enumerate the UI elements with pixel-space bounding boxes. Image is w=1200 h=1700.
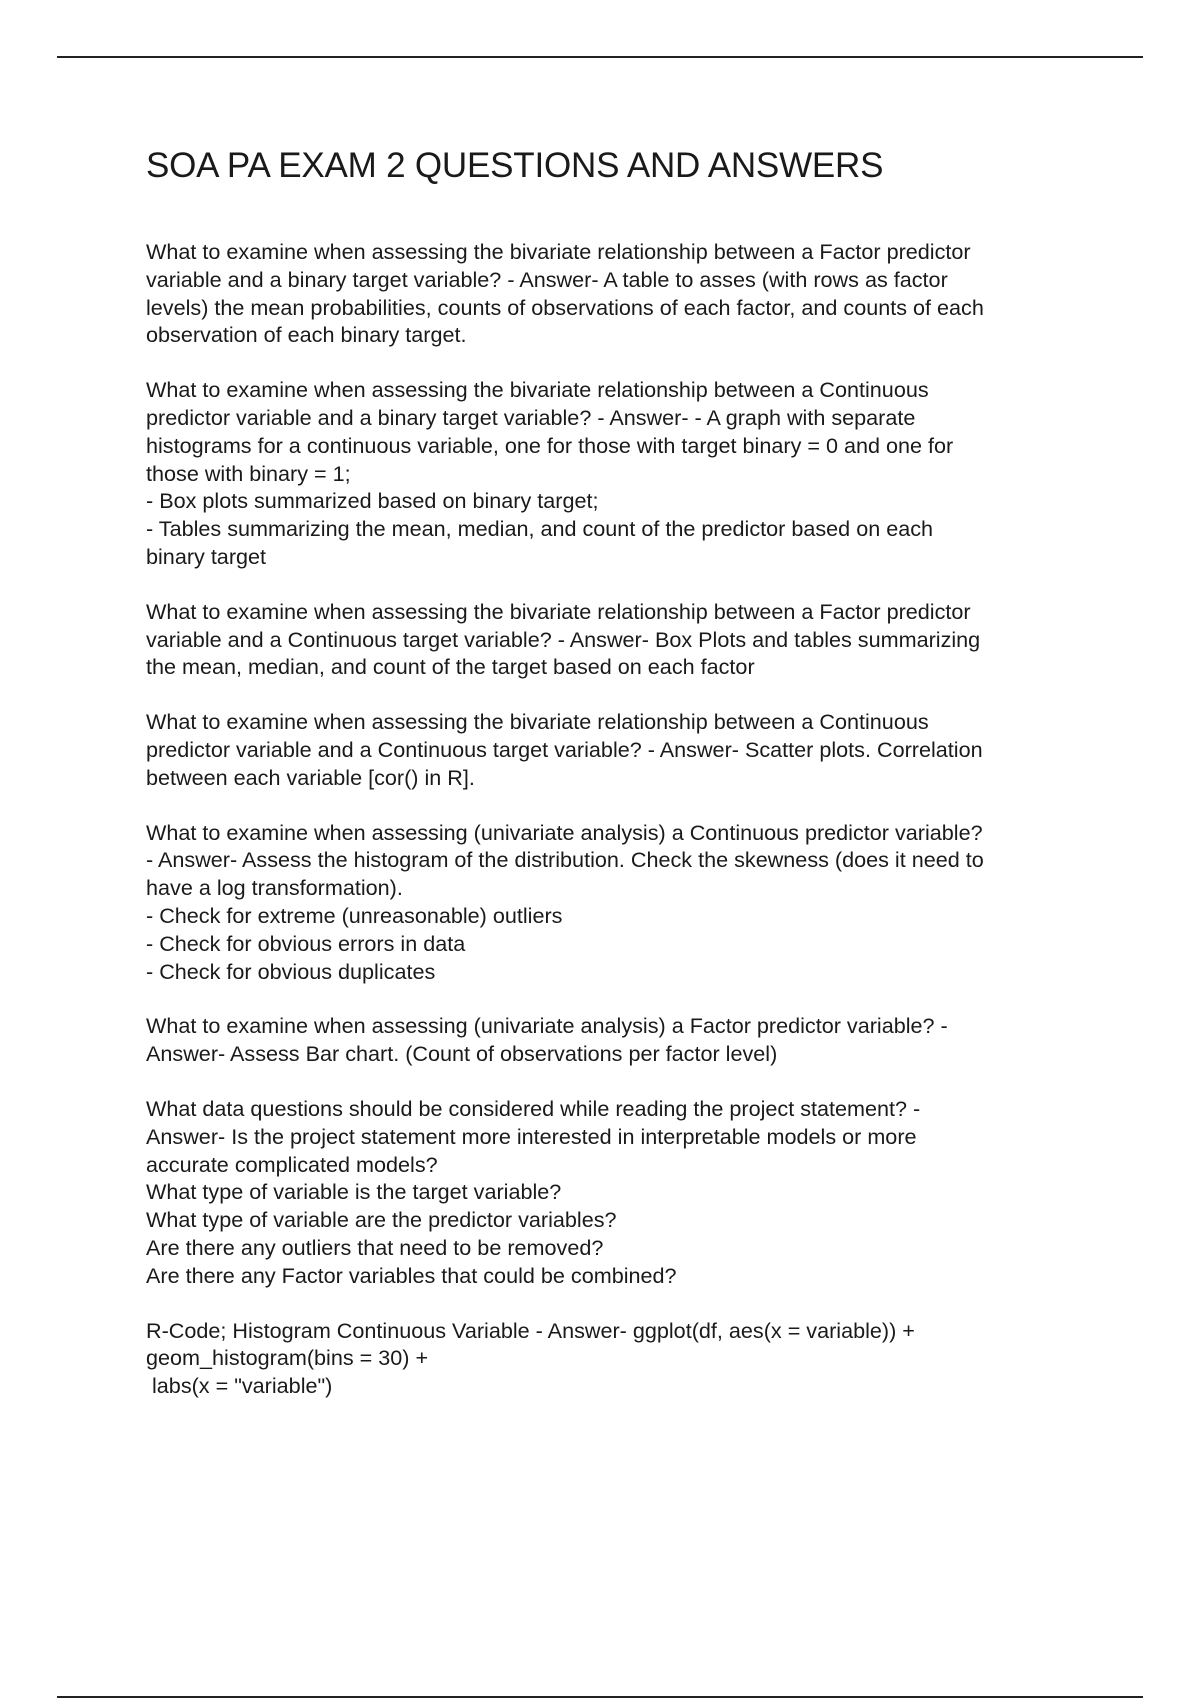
qa-line: the mean, median, and count of the target based on each factor — [146, 654, 755, 680]
qa-line: - Check for obvious errors in data — [146, 930, 466, 956]
qa-line: - Box plots summarized based on binary target; — [146, 488, 599, 514]
qa-entry — [146, 1095, 1106, 1290]
qa-line: Answer- Assess Bar chart. (Count of observations per factor level) — [146, 1041, 778, 1067]
qa-entry — [146, 598, 1106, 681]
qa-line: Are there any outliers that need to be removed? — [146, 1234, 604, 1260]
qa-line: observation of each binary target. — [146, 322, 467, 348]
qa-line: What to examine when assessing the bivariate relationship between a Continuous — [146, 377, 929, 403]
qa-line: geom_histogram(bins = 30) + — [146, 1345, 429, 1371]
qa-line: variable and a binary target variable? - Answer- A table to asses (with rows as factor — [146, 266, 948, 292]
qa-line: predictor variable and a Continuous target variable? - Answer- Scatter plots. Correlation — [146, 736, 983, 762]
qa-list — [146, 238, 1106, 1400]
qa-entry — [146, 1012, 1106, 1068]
qa-entry — [146, 1317, 1106, 1400]
bottom-rule — [57, 1696, 1143, 1698]
qa-line: between each variable [cor() in R]. — [146, 764, 475, 790]
qa-line: - Answer- Assess the histogram of the distribution. Check the skewness (does it need to — [146, 847, 984, 873]
document-title: SOA PA EXAM 2 QUESTIONS AND ANSWERS — [146, 146, 884, 185]
qa-line: labs(x = "variable") — [146, 1373, 333, 1399]
qa-entry — [146, 819, 1106, 986]
qa-line: predictor variable and a binary target variable? - Answer- - A graph with separate — [146, 404, 916, 430]
qa-line: those with binary = 1; — [146, 460, 351, 486]
qa-line: What to examine when assessing (univariate analysis) a Continuous predictor variable? — [146, 819, 983, 845]
qa-line: What to examine when assessing the bivariate relationship between a Factor predictor — [146, 239, 971, 264]
qa-line: What to examine when assessing the bivariate relationship between a Continuous — [146, 709, 929, 735]
document-body — [146, 140, 1106, 1427]
qa-line: have a log transformation). — [146, 875, 403, 901]
qa-line: What data questions should be considered while reading the project statement? - — [146, 1095, 921, 1121]
qa-entry — [146, 238, 1106, 349]
qa-line: accurate complicated models? — [146, 1151, 438, 1177]
qa-line: What to examine when assessing (univariate analysis) a Factor predictor variable? - — [146, 1013, 948, 1039]
qa-line: Are there any Factor variables that could be combined? — [146, 1262, 677, 1288]
qa-line: histograms for a continuous variable, one for those with target binary = 0 and one for — [146, 432, 954, 458]
qa-line: - Check for obvious duplicates — [146, 958, 436, 984]
qa-entry — [146, 708, 1106, 791]
qa-entry — [146, 376, 1106, 571]
qa-line: What to examine when assessing the bivariate relationship between a Factor predictor — [146, 598, 971, 624]
qa-line: R-Code; Histogram Continuous Variable - Answer- ggplot(df, aes(x = variable)) + — [146, 1317, 915, 1343]
top-rule — [57, 56, 1143, 58]
qa-line: - Tables summarizing the mean, median, and count of the predictor based on each — [146, 516, 934, 542]
qa-line: What type of variable are the predictor variables? — [146, 1207, 617, 1233]
qa-line: levels) the mean probabilities, counts of observations of each factor, and counts of each — [146, 294, 984, 320]
qa-line: variable and a Continuous target variable? - Answer- Box Plots and tables summarizing — [146, 626, 981, 652]
qa-line: Answer- Is the project statement more interested in interpretable models or more — [146, 1123, 917, 1149]
qa-line: binary target — [146, 543, 267, 569]
qa-line: - Check for extreme (unreasonable) outliers — [146, 902, 563, 928]
qa-line: What type of variable is the target variable? — [146, 1179, 562, 1205]
